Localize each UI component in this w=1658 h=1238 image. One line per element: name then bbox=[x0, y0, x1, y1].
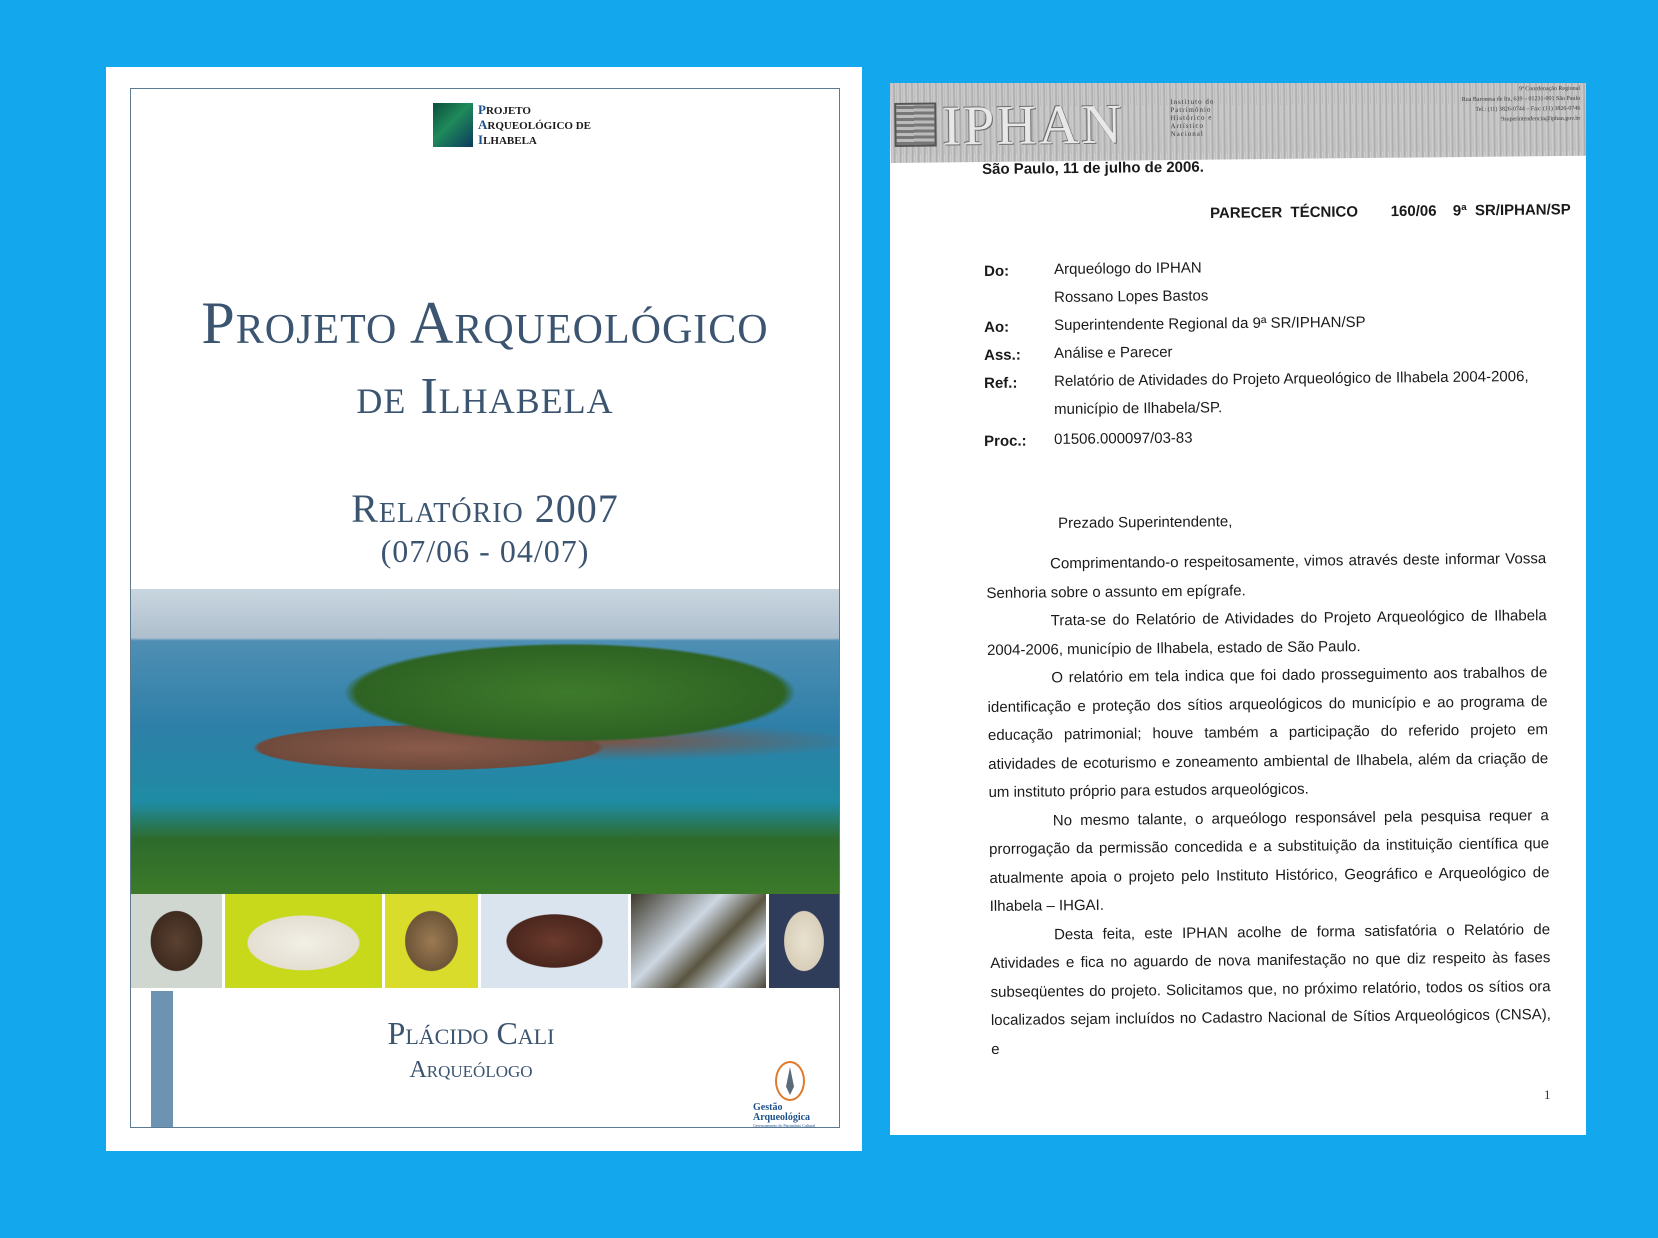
field-value-ref: Relatório de Atividades do Projeto Arqueológico de Ilhabela 2004-2006, bbox=[1054, 368, 1529, 390]
field-value-proc: 01506.000097/03-83 bbox=[1054, 429, 1193, 448]
field-value-ao: Superintendente Regional da 9ª SR/IPHAN/SP bbox=[1054, 313, 1366, 334]
page-number: 1 bbox=[1544, 1087, 1551, 1102]
cover-title-line2: de Ilhabela bbox=[356, 368, 614, 425]
project-logo bbox=[433, 103, 593, 149]
letter-paragraph: O relatório em tela indica que foi dado prosseguimento aos trabalhos de identificação e proteção dos sítios arqueológicos do município e ao programa de educação patrimonial; houve também a participação do referido projeto em atividades de ecoturismo e zoneamento ambiental de Ilhabela, além da criação de um instituto próprio para estudos arqueológicos. bbox=[987, 664, 1549, 801]
field-label-ao: Ao: bbox=[984, 318, 1010, 336]
institute-name: Instituto do Patrimônio Histórico e Artístico Nacional bbox=[1170, 97, 1215, 139]
decorative-bar bbox=[151, 991, 173, 1127]
artifact-thumbnail bbox=[385, 894, 481, 988]
artifact-thumbnails bbox=[131, 894, 839, 988]
field-label-do: Do: bbox=[984, 262, 1010, 280]
field-label-proc: Proc.: bbox=[984, 432, 1027, 450]
letter-greeting: Prezado Superintendente, bbox=[1058, 513, 1233, 532]
artifact-thumbnail bbox=[225, 894, 385, 988]
iphan-wordmark: IPHAN bbox=[942, 93, 1124, 158]
island-map-icon bbox=[433, 103, 473, 147]
field-label-ass: Ass.: bbox=[984, 346, 1021, 364]
letter-paragraph: Desta feita, este IPHAN acolhe de forma satisfatória o Relatório de Atividades e fica no aguardo de nova manifestação no que diz respeito às fases subseqüentes do projeto. Solicitamos que, no próximo relatório, todos os sítios ora localizados sejam incluídos no Cadastro Nacional de Sítios Arqueológicos (CNSA), e bbox=[990, 920, 1551, 1058]
artifact-thumbnail bbox=[481, 894, 631, 988]
iphan-building-icon bbox=[894, 103, 936, 147]
author-role: Arqueólogo bbox=[409, 1057, 533, 1083]
letter-paragraph: No mesmo talante, o arqueólogo responsável pela pesquisa requer a prorrogação da permissão concedida e a substituição da instituição científica que atualmente apoia o projeto pelo Instituto Histórico, Geográfico e Arqueológico de Ilhabela – IHGAI. bbox=[989, 806, 1550, 915]
parecer-reference: PARECER TÉCNICO 160/06 9ª SR/IPHAN/SP bbox=[1210, 201, 1571, 222]
field-value-do: Arqueólogo do IPHAN bbox=[1054, 259, 1202, 278]
letter-date: São Paulo, 11 de julho de 2006. bbox=[982, 158, 1204, 178]
publisher-logo bbox=[753, 1061, 833, 1127]
cover-title-line1: Projeto Arqueológico bbox=[201, 290, 769, 356]
field-value-do: Rossano Lopes Bastos bbox=[1054, 287, 1209, 306]
artifact-thumbnail bbox=[769, 894, 839, 988]
field-value-ass: Análise e Parecer bbox=[1054, 343, 1173, 362]
letter-paragraph: Trata-se do Relatório de Atividades do Projeto Arqueológico de Ilhabela 2004-2006, município de Ilhabela, estado de São Paulo. bbox=[986, 607, 1547, 659]
field-value-ref: município de Ilhabela/SP. bbox=[1054, 399, 1223, 418]
letter-paragraph: Comprimentando-o respeitosamente, vimos através deste informar Vossa Senhoria sobre o assunto em epígrafe. bbox=[986, 550, 1547, 602]
iphan-letter bbox=[890, 83, 1586, 1135]
artifact-thumbnail bbox=[131, 894, 225, 988]
cover-frame bbox=[130, 88, 840, 1128]
project-logo-text: PROJETO ARQUEOLÓGICO DE ILHABELA bbox=[478, 102, 591, 147]
arrowhead-icon bbox=[775, 1061, 805, 1101]
letterhead bbox=[890, 83, 1586, 163]
field-label-ref: Ref.: bbox=[984, 374, 1018, 392]
letterhead-address: 9ª Coordenação Regional Rua Baronesa de Itu, 639 – 01231-001 São Paulo Tel.: (11) 3826-0744 – Fax: (11) 3826-0746 9superintendencia@iphan.gov.br bbox=[1461, 85, 1581, 123]
report-title: Relatório 2007 bbox=[351, 486, 619, 531]
report-cover bbox=[106, 67, 862, 1151]
letter-body bbox=[986, 545, 1551, 1064]
artifact-thumbnail bbox=[631, 894, 769, 988]
island-landscape-photo bbox=[131, 589, 839, 894]
publisher-logo-text: Gestão Arqueológica Gerenciamento do Patrimônio Cultural bbox=[753, 1102, 816, 1128]
report-period: (07/06 - 04/07) bbox=[380, 533, 590, 569]
author-name: Plácido Cali bbox=[387, 1015, 555, 1051]
